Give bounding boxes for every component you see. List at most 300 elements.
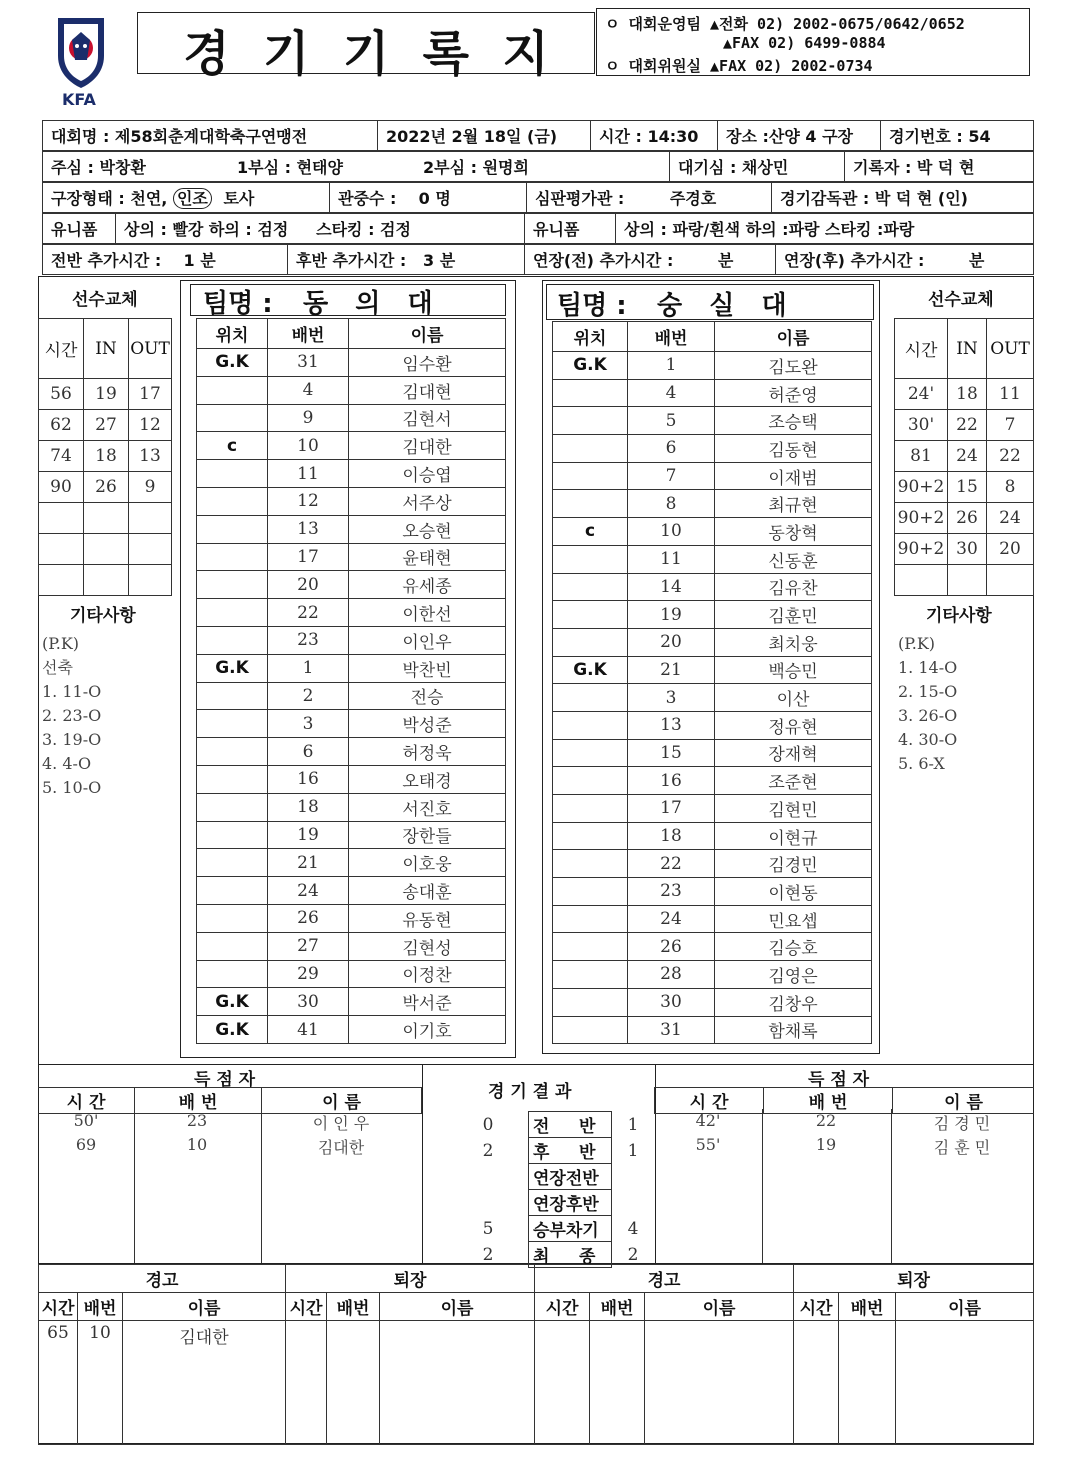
result-home-score: 5 <box>448 1216 529 1242</box>
home-caution-name: 김대한 <box>123 1321 286 1445</box>
home-scorer-number: 10 <box>186 1135 208 1154</box>
home-player-row <box>197 404 506 432</box>
contact-line-2: ▲FAX 02) 6499-0884 <box>723 34 886 52</box>
home-sub-time: 74 <box>39 441 84 472</box>
fourth-official: 대기심 : 채상민 <box>670 152 845 182</box>
home-player-position <box>197 904 268 932</box>
away-player-number: 7 <box>628 462 715 490</box>
away-player-name: 장재혁 <box>715 739 872 767</box>
home-player-row <box>197 1016 506 1044</box>
home-player-position <box>197 849 268 877</box>
home-scorers-heading: 득 점 자 <box>194 1070 256 1090</box>
away-sub-time: 24' <box>895 379 948 410</box>
away-sub-row <box>895 565 1034 596</box>
home-scorers-list <box>38 1111 422 1159</box>
home-player-number: 22 <box>268 599 349 627</box>
empty-cell <box>590 1321 645 1445</box>
home-uniform-label: 유니폼 <box>43 214 116 244</box>
home-team-header <box>190 284 506 319</box>
away-player-row <box>553 601 872 629</box>
away-scorers-heading: 득 점 자 <box>808 1070 870 1090</box>
home-player-position <box>197 710 268 738</box>
away-sub-row <box>895 441 1034 472</box>
et1-added-time: 연장(전) 추가시간 : 분 <box>525 245 776 275</box>
result-row <box>448 1216 654 1242</box>
away-player-number: 15 <box>628 739 715 767</box>
home-player-number: 12 <box>268 487 349 515</box>
home-player-position: G.K <box>197 988 268 1016</box>
empty-cell <box>286 1321 327 1445</box>
away-player-number: 4 <box>628 379 715 407</box>
home-sub-out: 13 <box>129 441 172 472</box>
home-sub-out: 9 <box>129 472 172 503</box>
home-player-position <box>197 460 268 488</box>
away-player-name: 최치웅 <box>715 628 872 656</box>
home-notes-heading: 기타사항 <box>70 606 136 626</box>
hw-name-header: 이름 <box>123 1293 286 1321</box>
pitch-table <box>42 182 1034 213</box>
away-scorer-name-header: 이 름 <box>893 1088 1035 1114</box>
away-sub-time <box>895 565 948 596</box>
away-player-row <box>553 711 872 739</box>
away-player-row <box>553 795 872 823</box>
away-sub-in: 15 <box>948 472 987 503</box>
home-player-position <box>197 932 268 960</box>
home-player-name: 김현서 <box>349 404 506 432</box>
away-player-row <box>553 435 872 463</box>
away-player-number: 26 <box>628 933 715 961</box>
recorder: 기록자 : 박 덕 현 <box>845 152 1034 182</box>
away-sub-in: 24 <box>948 441 987 472</box>
home-sub-time <box>39 503 84 534</box>
away-player-row <box>553 850 872 878</box>
assistant-referee-1: 1부심 : 현태양 <box>229 152 415 182</box>
result-home-score: 0 <box>448 1112 529 1138</box>
away-player-name: 정유현 <box>715 711 872 739</box>
home-subs-table <box>38 318 172 596</box>
home-player-position <box>197 765 268 793</box>
away-player-position <box>553 684 628 712</box>
away-scorer-number: 19 <box>815 1135 837 1154</box>
away-lineup-body <box>553 352 872 1044</box>
away-subs-out-header: OUT <box>987 319 1034 379</box>
result-table <box>448 1111 654 1268</box>
result-home-score <box>448 1190 529 1216</box>
home-player-number: 2 <box>268 682 349 710</box>
home-notes <box>42 632 101 800</box>
venue: 장소 :산양 4 구장 <box>718 121 881 151</box>
away-player-row <box>553 961 872 989</box>
home-player-position: G.K <box>197 1016 268 1044</box>
away-player-position <box>553 601 628 629</box>
away-player-position: c <box>553 518 628 546</box>
away-player-row <box>553 407 872 435</box>
away-note-line: 4. 30-O <box>898 730 958 749</box>
uniform-table <box>42 213 1034 244</box>
home-player-number: 9 <box>268 404 349 432</box>
match-number: 경기번호 : 54 <box>881 121 1034 151</box>
empty-cell <box>794 1321 839 1445</box>
added-time-table <box>42 244 1034 275</box>
home-scorer-name: 김대한 <box>317 1138 365 1157</box>
away-player-number: 17 <box>628 795 715 823</box>
away-player-position <box>553 905 628 933</box>
home-player-number: 3 <box>268 710 349 738</box>
away-player-position <box>553 573 628 601</box>
home-player-name: 김현성 <box>349 932 506 960</box>
away-pos-header: 위치 <box>553 322 628 352</box>
assessor-name: 주경호 <box>669 189 717 208</box>
home-sub-time <box>39 534 84 565</box>
contact-line-1: ㅇ 대회운영팀 ▲전화 02) 2002-0675/0642/0652 <box>605 15 965 33</box>
away-player-number: 20 <box>628 628 715 656</box>
result-home-score: 2 <box>448 1138 529 1164</box>
away-player-number: 5 <box>628 407 715 435</box>
away-notes <box>898 632 957 776</box>
home-player-name: 이기호 <box>349 1016 506 1044</box>
home-sub-out <box>129 565 172 596</box>
home-sub-row <box>39 472 172 503</box>
home-sub-in: 19 <box>84 379 129 410</box>
away-player-number: 8 <box>628 490 715 518</box>
home-sub-in <box>84 503 129 534</box>
home-player-row <box>197 738 506 766</box>
home-warning-heading: 경고 <box>39 1265 286 1293</box>
away-player-name: 허준영 <box>715 379 872 407</box>
assistant-referee-2: 2부심 : 원명희 <box>415 152 670 182</box>
assessor <box>527 183 772 213</box>
home-player-number: 27 <box>268 932 349 960</box>
away-player-row <box>553 518 872 546</box>
away-player-name: 조승택 <box>715 407 872 435</box>
away-player-position: G.K <box>553 352 628 380</box>
away-player-position: G.K <box>553 656 628 684</box>
home-subs-in-header: IN <box>84 319 129 379</box>
away-player-row <box>553 628 872 656</box>
away-sub-row <box>895 472 1034 503</box>
away-sub-time: 90+2 <box>895 503 948 534</box>
home-player-row <box>197 932 506 960</box>
home-player-number: 24 <box>268 877 349 905</box>
home-player-position: G.K <box>197 349 268 377</box>
home-player-name: 김대현 <box>349 376 506 404</box>
away-sub-time: 81 <box>895 441 948 472</box>
away-scorer-row <box>654 1135 1034 1159</box>
home-player-position <box>197 487 268 515</box>
home-player-row <box>197 988 506 1016</box>
home-player-position <box>197 738 268 766</box>
away-player-name: 김동현 <box>715 435 872 463</box>
match-date: 2022년 2월 18일 (금) <box>378 121 591 151</box>
away-player-position <box>553 711 628 739</box>
home-scorer-time: 50' <box>73 1111 99 1130</box>
result-row <box>448 1138 654 1164</box>
away-player-name: 이현규 <box>715 822 872 850</box>
home-player-name: 서진호 <box>349 793 506 821</box>
away-player-name: 조준현 <box>715 767 872 795</box>
away-player-row <box>553 988 872 1016</box>
home-sub-row <box>39 534 172 565</box>
aw-name-header: 이름 <box>645 1293 794 1321</box>
home-caution-number: 10 <box>78 1321 123 1445</box>
away-sub-in <box>948 565 987 596</box>
home-player-row <box>197 626 506 654</box>
away-scorer-time-header: 시 간 <box>655 1088 764 1114</box>
kfa-logo-text: KFA <box>62 90 96 109</box>
away-player-row <box>553 490 872 518</box>
home-player-position <box>197 543 268 571</box>
away-player-position <box>553 933 628 961</box>
away-player-number: 24 <box>628 905 715 933</box>
home-scorer-name-header: 이 름 <box>262 1088 422 1114</box>
away-sub-row <box>895 379 1034 410</box>
away-subs-time-header: 시간 <box>895 319 948 379</box>
pitch-type-prefix: 구장형태 : 천연, <box>51 189 168 208</box>
home-player-name: 오태경 <box>349 765 506 793</box>
home-player-number: 19 <box>268 821 349 849</box>
away-player-position <box>553 739 628 767</box>
away-notes-heading: 기타사항 <box>926 606 992 626</box>
contact-line-3: ㅇ 대회위원실 ▲FAX 02) 2002-0734 <box>605 57 873 75</box>
home-player-number: 6 <box>268 738 349 766</box>
pitch-type <box>43 183 330 213</box>
aw-time-header: 시간 <box>535 1293 590 1321</box>
home-player-name: 박서준 <box>349 988 506 1016</box>
home-player-row <box>197 432 506 460</box>
home-player-number: 20 <box>268 571 349 599</box>
home-player-row <box>197 599 506 627</box>
away-scorer-number: 22 <box>815 1111 837 1130</box>
home-player-row <box>197 487 506 515</box>
away-player-number: 22 <box>628 850 715 878</box>
home-sub-time: 62 <box>39 410 84 441</box>
pitch-type-suffix: 토사 <box>223 189 255 208</box>
away-sendoff-heading: 퇴장 <box>794 1265 1034 1293</box>
home-subs-time-header: 시간 <box>39 319 84 379</box>
scorers-section <box>38 1064 1034 1267</box>
away-sub-time: 30' <box>895 410 948 441</box>
away-player-number: 11 <box>628 545 715 573</box>
home-sub-row <box>39 565 172 596</box>
away-player-number: 13 <box>628 711 715 739</box>
away-player-position <box>553 379 628 407</box>
home-sub-out: 17 <box>129 379 172 410</box>
home-lineup-body <box>197 349 506 1044</box>
away-player-name: 동창혁 <box>715 518 872 546</box>
away-player-number: 31 <box>628 1016 715 1044</box>
home-player-position <box>197 960 268 988</box>
home-sub-out <box>129 534 172 565</box>
home-uniform: 상의 : 빨강 하의 : 검정 스타킹 : 검정 <box>116 214 525 244</box>
match-supervisor: 경기감독관 : 박 덕 현 (인) <box>772 183 1034 213</box>
as-num-header: 배번 <box>839 1293 896 1321</box>
competition-name: 대회명 : 제58회춘계대학축구연맹전 <box>43 121 378 151</box>
home-subs-body <box>39 379 172 596</box>
home-player-name: 오승현 <box>349 515 506 543</box>
first-half-added-time: 전반 추가시간 : 1 분 <box>43 245 288 275</box>
away-player-name: 함채록 <box>715 1016 872 1044</box>
home-scorer-row <box>38 1135 422 1159</box>
home-note-line: 2. 23-O <box>42 706 102 725</box>
as-time-header: 시간 <box>794 1293 839 1321</box>
home-player-number: 4 <box>268 376 349 404</box>
home-sub-time: 90 <box>39 472 84 503</box>
home-player-number: 23 <box>268 626 349 654</box>
home-scorer-row <box>38 1111 422 1135</box>
home-player-number: 21 <box>268 849 349 877</box>
away-sub-out: 20 <box>987 534 1034 565</box>
away-subs-in-header: IN <box>948 319 987 379</box>
home-player-name: 서주상 <box>349 487 506 515</box>
home-player-number: 11 <box>268 460 349 488</box>
home-scorer-time-header: 시 간 <box>38 1088 135 1114</box>
home-scorer-num-header: 배 번 <box>135 1088 262 1114</box>
home-player-name: 유동현 <box>349 904 506 932</box>
home-note-line: 1. 11-O <box>42 682 102 701</box>
away-player-position <box>553 490 628 518</box>
home-player-name: 허정욱 <box>349 738 506 766</box>
away-player-row <box>553 933 872 961</box>
title-box <box>137 12 595 82</box>
hs-time-header: 시간 <box>286 1293 327 1321</box>
away-sub-in: 22 <box>948 410 987 441</box>
result-row <box>448 1112 654 1138</box>
away-name-header: 이름 <box>715 322 872 352</box>
away-player-name: 김영은 <box>715 961 872 989</box>
result-row <box>448 1164 654 1190</box>
result-period-label: 연장전반 <box>529 1164 612 1190</box>
second-half-added-time: 후반 추가시간 : 3 분 <box>288 245 525 275</box>
hw-num-header: 배번 <box>78 1293 123 1321</box>
away-player-number: 14 <box>628 573 715 601</box>
kickoff-time: 시간 : 14:30 <box>591 121 718 151</box>
away-sub-time: 90+2 <box>895 472 948 503</box>
home-note-line: 5. 10-O <box>42 778 102 797</box>
home-player-position <box>197 682 268 710</box>
home-player-name: 유세종 <box>349 571 506 599</box>
home-sub-row <box>39 441 172 472</box>
away-sub-out: 11 <box>987 379 1034 410</box>
away-subs-body <box>895 379 1034 596</box>
home-player-number: 1 <box>268 654 349 682</box>
home-player-number: 31 <box>268 349 349 377</box>
home-player-number: 41 <box>268 1016 349 1044</box>
away-player-position <box>553 435 628 463</box>
away-player-name: 신동훈 <box>715 545 872 573</box>
away-sub-in: 26 <box>948 503 987 534</box>
home-note-line: 3. 19-O <box>42 730 102 749</box>
home-player-number: 10 <box>268 432 349 460</box>
home-player-row <box>197 765 506 793</box>
away-player-row <box>553 822 872 850</box>
home-player-position <box>197 626 268 654</box>
away-player-name: 김유찬 <box>715 573 872 601</box>
result-away-score: 2 <box>612 1242 655 1268</box>
home-player-position <box>197 571 268 599</box>
away-sub-out: 22 <box>987 441 1034 472</box>
away-scorer-time: 42' <box>695 1111 721 1130</box>
away-sub-row <box>895 410 1034 441</box>
home-lineup-table <box>196 318 506 1044</box>
home-sub-in <box>84 534 129 565</box>
away-player-number: 6 <box>628 435 715 463</box>
away-player-name: 백승민 <box>715 656 872 684</box>
home-sub-out: 12 <box>129 410 172 441</box>
away-player-number: 30 <box>628 988 715 1016</box>
away-player-number: 19 <box>628 601 715 629</box>
away-player-row <box>553 545 872 573</box>
home-player-row <box>197 654 506 682</box>
home-caution-time: 65 <box>39 1321 78 1445</box>
home-player-position <box>197 515 268 543</box>
hw-time-header: 시간 <box>39 1293 78 1321</box>
home-player-name: 이인우 <box>349 626 506 654</box>
home-scorer-time: 69 <box>75 1135 97 1154</box>
away-player-position <box>553 1016 628 1044</box>
referee: 주심 : 박창환 <box>43 152 230 182</box>
away-player-name: 김경민 <box>715 850 872 878</box>
home-player-number: 26 <box>268 904 349 932</box>
empty-cell <box>839 1321 896 1445</box>
home-player-number: 29 <box>268 960 349 988</box>
away-player-row <box>553 905 872 933</box>
away-player-row <box>553 379 872 407</box>
away-scorer-name: 김 훈 민 <box>933 1138 991 1157</box>
officials-table <box>42 151 1034 182</box>
result-period-label: 승부차기 <box>529 1216 612 1242</box>
home-subs-out-header: OUT <box>129 319 172 379</box>
away-sub-row <box>895 503 1034 534</box>
result-period-label: 전 반 <box>529 1112 612 1138</box>
away-player-row <box>553 1016 872 1044</box>
home-sub-time: 56 <box>39 379 84 410</box>
pitch-type-selected: 인조 <box>173 188 212 209</box>
home-sub-in: 27 <box>84 410 129 441</box>
home-player-name: 윤태현 <box>349 543 506 571</box>
away-note-line: (P.K) <box>898 634 936 653</box>
empty-cell <box>896 1321 1034 1445</box>
empty-cell <box>327 1321 380 1445</box>
empty-cell <box>535 1321 590 1445</box>
empty-cell <box>645 1321 794 1445</box>
away-scorer-time: 55' <box>695 1135 721 1154</box>
page-title: 경 기 기 록 지 <box>183 26 549 82</box>
result-period-label: 최 종 <box>529 1242 612 1268</box>
home-player-row <box>197 960 506 988</box>
result-away-score: 1 <box>612 1138 655 1164</box>
home-player-name: 박찬빈 <box>349 654 506 682</box>
away-player-row <box>553 573 872 601</box>
away-player-position <box>553 850 628 878</box>
home-player-position <box>197 793 268 821</box>
home-pos-header: 위치 <box>197 319 268 349</box>
away-player-number: 18 <box>628 822 715 850</box>
away-scorers-list <box>654 1111 1034 1159</box>
result-heading: 경 기 결 과 <box>488 1082 572 1102</box>
home-note-line: (P.K) <box>42 634 80 653</box>
home-player-name: 장한들 <box>349 821 506 849</box>
home-player-row <box>197 904 506 932</box>
home-player-name: 임수환 <box>349 349 506 377</box>
home-player-number: 18 <box>268 793 349 821</box>
away-player-name: 이현동 <box>715 878 872 906</box>
aw-num-header: 배번 <box>590 1293 645 1321</box>
away-player-position <box>553 628 628 656</box>
home-sub-in <box>84 565 129 596</box>
away-player-name: 이재범 <box>715 462 872 490</box>
home-player-row <box>197 877 506 905</box>
home-player-row <box>197 793 506 821</box>
